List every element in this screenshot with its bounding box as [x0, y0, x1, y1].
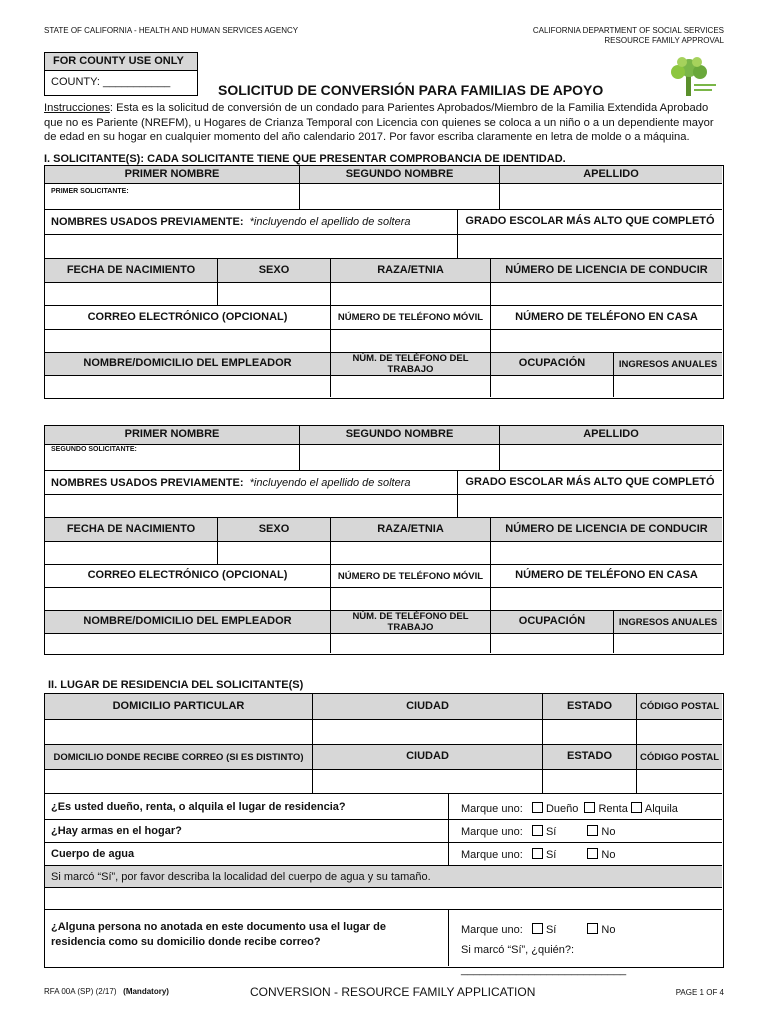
form-id [44, 987, 169, 996]
income-label-2: INGRESOS ANUALES [614, 611, 722, 634]
water-no-option[interactable]: No [587, 849, 615, 861]
agency-header: STATE OF CALIFORNIA - HEALTH AND HUMAN SERVICES AGENCY [44, 26, 299, 35]
license-label: NÚMERO DE LICENCIA DE CONDUCIR [491, 259, 722, 283]
home-address-label: DOMICILIO PARTICULAR [45, 694, 313, 720]
occupation-label-2: OCUPACIÓN [491, 611, 614, 634]
applicant1-mobile-input[interactable] [331, 330, 491, 353]
section1-heading: I. SOLICITANTE(S): CADA SOLICITANTE TIENE QUE PRESENTAR COMPROBANCIA DE IDENTIDAD. [44, 153, 566, 165]
prev-names-label-2: NOMBRES USADOS PREVIAMENTE: *incluyendo el apellido de soltera [45, 471, 458, 495]
mark-one-label: Marque uno: [461, 849, 523, 861]
rent-checkbox[interactable] [584, 802, 595, 813]
applicant1-education-input[interactable] [458, 235, 722, 259]
applicant1-first-name-input[interactable] [45, 184, 300, 210]
applicant1-tag: PRIMER SOLICITANTE: [51, 188, 129, 195]
mail-zip-input[interactable] [637, 770, 722, 794]
applicant1-home-phone-input[interactable] [491, 330, 722, 353]
mandatory-tag: (Mandatory) [123, 987, 169, 996]
education-label: GRADO ESCOLAR MÁS ALTO QUE COMPLETÓ [458, 210, 722, 235]
water-no-checkbox[interactable] [587, 848, 598, 859]
page-number: PAGE 1 OF 4 [675, 988, 724, 997]
mail-zip-label: CÓDIGO POSTAL [637, 745, 722, 770]
other-persons-options [449, 910, 722, 976]
applicant2-race-input[interactable] [331, 542, 491, 565]
county-use-box [44, 52, 198, 96]
county-use-title: FOR COUNTY USE ONLY [45, 53, 197, 71]
footer-title: CONVERSION - RESOURCE FAMILY APPLICATION [250, 985, 536, 999]
applicant1-sex-input[interactable] [218, 283, 331, 306]
race-label: RAZA/ETNIA [331, 259, 491, 283]
lease-option[interactable]: Alquila [631, 803, 678, 815]
prev-names-note-2: *incluyendo el apellido de soltera [249, 476, 411, 489]
home-zip-input[interactable] [637, 720, 722, 745]
applicant1-box [44, 165, 724, 399]
applicant2-mobile-input[interactable] [331, 588, 491, 611]
owner-option[interactable]: Dueño [532, 803, 578, 815]
mail-city-input[interactable] [313, 770, 543, 794]
weapons-yes-option[interactable]: Sí [532, 826, 556, 838]
applicant1-race-input[interactable] [331, 283, 491, 306]
education-label-2: GRADO ESCOLAR MÁS ALTO QUE COMPLETÓ [458, 471, 722, 495]
license-label-2: NÚMERO DE LICENCIA DE CONDUCIR [491, 518, 722, 542]
water-yes-checkbox[interactable] [532, 848, 543, 859]
other-no-option[interactable]: No [587, 924, 615, 936]
mail-state-label: ESTADO [543, 745, 637, 770]
form-title: SOLICITUD DE CONVERSIÓN PARA FAMILIAS DE APOYO [218, 82, 604, 98]
applicant2-box [44, 425, 724, 655]
other-no-checkbox[interactable] [587, 923, 598, 934]
other-yes-checkbox[interactable] [532, 923, 543, 934]
weapons-no-checkbox[interactable] [587, 825, 598, 836]
owner-checkbox[interactable] [532, 802, 543, 813]
mark-one-label: Marque uno: [461, 924, 523, 936]
middle-name-label: SEGUNDO NOMBRE [300, 166, 500, 184]
city-label: CIUDAD [313, 694, 543, 720]
applicant2-tag: SEGUNDO SOLICITANTE: [51, 446, 137, 453]
occupation-label: OCUPACIÓN [491, 353, 614, 376]
water-yes-option[interactable]: Sí [532, 849, 556, 861]
water-options [449, 843, 722, 866]
email-label: CORREO ELECTRÓNICO (OPCIONAL) [45, 306, 331, 330]
applicant2-prev-names-input[interactable] [45, 495, 458, 518]
program-name: RESOURCE FAMILY APPROVAL [604, 36, 724, 45]
q-other-persons [45, 910, 449, 966]
dob-label-2: FECHA DE NACIMIENTO [45, 518, 218, 542]
applicant2-education-input[interactable] [458, 495, 722, 518]
applicant1-middle-name-input[interactable] [300, 184, 500, 210]
water-describe-input[interactable] [45, 888, 722, 910]
home-phone-label: NÚMERO DE TELÉFONO EN CASA [491, 306, 722, 330]
last-name-label-2: APELLIDO [500, 426, 722, 445]
who-field[interactable]: Si marcó “Sí”, ¿quién?: ___________________________ [461, 944, 627, 976]
tree-logo [660, 54, 718, 102]
applicant1-license-input[interactable] [491, 283, 722, 306]
last-name-label: APELLIDO [500, 166, 722, 184]
q-water: Cuerpo de agua [45, 843, 449, 866]
instructions-label: Instrucciones [44, 102, 110, 114]
applicant2-license-input[interactable] [491, 542, 722, 565]
applicant2-dob-input[interactable] [45, 542, 218, 565]
applicant2-employer-input[interactable] [45, 634, 331, 653]
prev-names-note: *incluyendo el apellido de soltera [249, 216, 411, 228]
water-describe-label: Si marcó “Sí”, por favor describa la localidad del cuerpo de agua y su tamaño. [45, 866, 722, 888]
work-phone-label: NÚM. DE TELÉFONO DEL TRABAJO [331, 353, 491, 376]
home-address-input[interactable] [45, 720, 313, 745]
dob-label: FECHA DE NACIMIENTO [45, 259, 218, 283]
department-header [533, 26, 724, 45]
department-name: CALIFORNIA DEPARTMENT OF SOCIAL SERVICES [532, 26, 724, 35]
other-yes-option[interactable]: Sí [532, 924, 556, 936]
applicant1-last-name-input[interactable] [500, 184, 722, 210]
home-state-input[interactable] [543, 720, 637, 745]
weapons-options [449, 820, 722, 843]
county-field[interactable]: COUNTY: ___________ [51, 76, 171, 88]
instructions [44, 101, 728, 145]
income-label: INGRESOS ANUALES [614, 353, 722, 376]
state-label: ESTADO [543, 694, 637, 720]
employer-label: NOMBRE/DOMICILIO DEL EMPLEADOR [45, 353, 331, 376]
first-name-label: PRIMER NOMBRE [45, 166, 300, 184]
middle-name-label-2: SEGUNDO NOMBRE [300, 426, 500, 445]
zip-label: CÓDIGO POSTAL [637, 694, 722, 720]
home-phone-label-2: NÚMERO DE TELÉFONO EN CASA [491, 565, 722, 588]
race-label-2: RAZA/ETNIA [331, 518, 491, 542]
applicant2-income-input[interactable] [614, 634, 722, 653]
applicant2-occupation-input[interactable] [491, 634, 614, 653]
mail-address-input[interactable] [45, 770, 313, 794]
weapons-yes-checkbox[interactable] [532, 825, 543, 836]
mail-city-label: CIUDAD [313, 745, 543, 770]
q-other-line1: ¿Alguna persona no anotada en este documento usa el lugar de [51, 921, 386, 933]
applicant1-employer-input[interactable] [45, 376, 331, 397]
rent-option[interactable]: Renta [584, 803, 627, 815]
lease-checkbox[interactable] [631, 802, 642, 813]
mobile-label-2: NÚMERO DE TELÉFONO MÓVIL [331, 565, 491, 588]
ownership-options [449, 794, 722, 820]
applicant1-work-phone-input[interactable] [331, 376, 491, 397]
q-ownership: ¿Es usted dueño, renta, o alquila el lugar de residencia? [45, 794, 449, 820]
applicant1-prev-names-input[interactable] [45, 235, 458, 259]
q-other-line2: residencia como su domicilio donde recibe correo? [51, 936, 321, 948]
applicant1-occupation-input[interactable] [491, 376, 614, 397]
mail-address-label: DOMICILIO DONDE RECIBE CORREO (SI ES DISTINTO) [45, 745, 313, 770]
instructions-text: : Esta es la solicitud de conversión de un condado para Parientes Aprobados/Miembro de la Familia Extendida Aprobado que no es Pariente (NREFM), u Hogares de Crianza Temporal con Licencia con quienes se coloca a un niño o a un dependiente mayor de edad en su hogar en cualquier momento del año calendario 2017. Por favor escriba claramente en letra de molde o a máquina. [44, 102, 714, 143]
mail-state-input[interactable] [543, 770, 637, 794]
mark-one-label: Marque uno: [461, 826, 523, 838]
applicant2-first-name-input[interactable] [45, 445, 300, 471]
applicant1-income-input[interactable] [614, 376, 722, 397]
applicant2-work-phone-input[interactable] [331, 634, 491, 653]
applicant2-middle-name-input[interactable] [300, 445, 500, 471]
weapons-no-option[interactable]: No [587, 826, 615, 838]
q-weapons: ¿Hay armas en el hogar? [45, 820, 449, 843]
prev-names-label: NOMBRES USADOS PREVIAMENTE: *incluyendo el apellido de soltera [45, 210, 458, 235]
employer-label-2: NOMBRE/DOMICILIO DEL EMPLEADOR [45, 611, 331, 634]
applicant1-email-input[interactable] [45, 330, 331, 353]
applicant2-home-phone-input[interactable] [491, 588, 722, 611]
work-phone-label-2: NÚM. DE TELÉFONO DEL TRABAJO [331, 611, 491, 634]
form-number: RFA 00A (SP) (2/17) [44, 987, 117, 996]
sex-label: SEXO [218, 259, 331, 283]
residence-box [44, 693, 724, 976]
mark-one-label: Marque uno: [461, 803, 523, 815]
home-city-input[interactable] [313, 720, 543, 745]
applicant2-last-name-input[interactable] [500, 445, 722, 471]
section2-heading: II. LUGAR DE RESIDENCIA DEL SOLICITANTE(S) [48, 679, 304, 691]
applicant1-dob-input[interactable] [45, 283, 218, 306]
applicant2-sex-input[interactable] [218, 542, 331, 565]
first-name-label-2: PRIMER NOMBRE [45, 426, 300, 445]
email-label-2: CORREO ELECTRÓNICO (OPCIONAL) [45, 565, 331, 588]
applicant2-email-input[interactable] [45, 588, 331, 611]
mobile-label: NÚMERO DE TELÉFONO MÓVIL [331, 306, 491, 330]
sex-label-2: SEXO [218, 518, 331, 542]
